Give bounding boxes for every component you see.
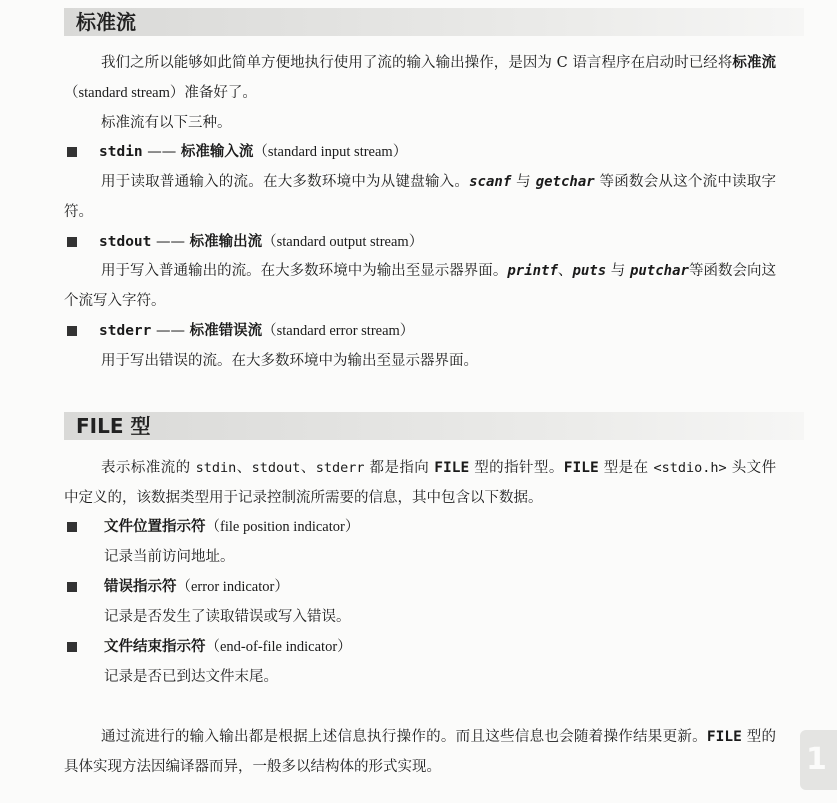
text: 都是指向	[364, 460, 435, 476]
desc-text: 等函数会从这个流中读取字符。	[64, 174, 777, 220]
item-desc: 记录是否发生了读取错误或写入错误。	[104, 609, 351, 625]
text: 型的具体实现方法因编译器而异，一般多以结构体的形式实现。	[64, 729, 777, 775]
text: 型是在	[598, 460, 654, 476]
code-term: <stdio.h>	[653, 460, 727, 476]
stream-stdout-desc	[64, 256, 776, 316]
item-english: （end-of-file indicator）	[205, 639, 352, 655]
desc-text: 等函数会向这个流写入字符。	[64, 263, 777, 309]
desc-text: 用于写入普通输出的流。在大多数环境中为输出至显示器界面。	[101, 263, 508, 279]
heading-text: FILE 型	[76, 414, 151, 438]
item-file-position	[104, 516, 359, 538]
intro-text-2: （standard stream）准备好了。	[64, 85, 257, 101]
stream-english: （standard input stream）	[253, 144, 408, 160]
intro-paragraph	[64, 48, 776, 108]
item-title: 文件结束指示符	[104, 638, 206, 655]
function-name: puts	[572, 263, 607, 279]
separator: 、	[557, 263, 573, 279]
bullet-square-icon	[67, 147, 77, 157]
item-desc: 记录当前访问地址。	[104, 549, 235, 565]
stream-name: stderr	[99, 323, 152, 339]
item-error-indicator	[104, 576, 289, 598]
text: 型的指针型。	[469, 460, 564, 476]
intro-text-1: 我们之所以能够如此简单方便地执行使用了流的输入输出操作，是因为 C 语言程序在启动时已经将	[101, 55, 733, 71]
code-term-bold: FILE	[434, 460, 470, 476]
code-term: stderr	[315, 460, 365, 476]
text: 头文件中定义的，该数据类型用于记录控制流所需要的信息，其中包含以下数据。	[64, 460, 777, 506]
separator: 与	[606, 263, 630, 279]
item-english: （error indicator）	[176, 579, 289, 595]
code-term-bold: FILE	[563, 460, 599, 476]
item-eof-indicator	[104, 636, 352, 658]
stream-english: （standard output stream）	[262, 234, 424, 250]
code-term: stdout	[251, 460, 301, 476]
desc-text: 用于读取普通输入的流。在大多数环境中为从键盘输入。	[101, 174, 470, 190]
item-title: 文件位置指示符	[104, 518, 206, 535]
stream-title: 标准错误流	[189, 322, 263, 339]
text: 、	[300, 460, 316, 476]
stream-english: （standard error stream）	[262, 323, 415, 339]
stream-stdout-title	[99, 231, 423, 253]
closing-paragraph	[64, 722, 776, 782]
bullet-square-icon	[67, 237, 77, 247]
section-heading-file-type	[64, 412, 804, 440]
lead-sentence: 标准流有以下三种。	[101, 115, 232, 131]
bullet-square-icon	[67, 642, 77, 652]
stream-stdin-title	[99, 141, 407, 163]
bullet-square-icon	[67, 522, 77, 532]
stream-name: stdin	[99, 144, 143, 160]
stream-name: stdout	[99, 234, 152, 250]
item-english: （file position indicator）	[205, 519, 360, 535]
function-name: printf	[507, 263, 558, 279]
stream-stderr-title	[99, 320, 414, 342]
separator: 与	[511, 174, 536, 190]
stream-stdin-desc	[64, 167, 776, 227]
dash: ——	[156, 234, 185, 250]
dash: ——	[147, 144, 177, 160]
text: 、	[236, 460, 252, 476]
bullet-square-icon	[67, 326, 77, 336]
intro-bold-term: 标准流	[732, 54, 777, 71]
page-number-tab: 1	[800, 730, 837, 790]
function-name: putchar	[629, 263, 689, 279]
section-heading-standard-streams	[64, 8, 804, 36]
function-name: scanf	[469, 174, 512, 190]
text: 通过流进行的输入输出都是根据上述信息执行操作的。而且这些信息也会随着操作结果更新。	[101, 729, 707, 745]
code-term: stdin	[195, 460, 237, 476]
heading-text: 标准流	[76, 10, 136, 34]
item-desc: 记录是否已到达文件末尾。	[104, 669, 278, 685]
stream-title: 标准输入流	[180, 143, 254, 160]
text: 表示标准流的	[101, 460, 196, 476]
bullet-square-icon	[67, 582, 77, 592]
dash: ——	[156, 323, 185, 339]
file-intro-paragraph	[64, 453, 776, 513]
code-term-bold: FILE	[706, 729, 742, 745]
item-title: 错误指示符	[104, 578, 177, 595]
stream-stderr-desc: 用于写出错误的流。在大多数环境中为输出至显示器界面。	[101, 353, 478, 369]
stream-title: 标准输出流	[189, 233, 263, 250]
function-name: getchar	[535, 174, 595, 190]
